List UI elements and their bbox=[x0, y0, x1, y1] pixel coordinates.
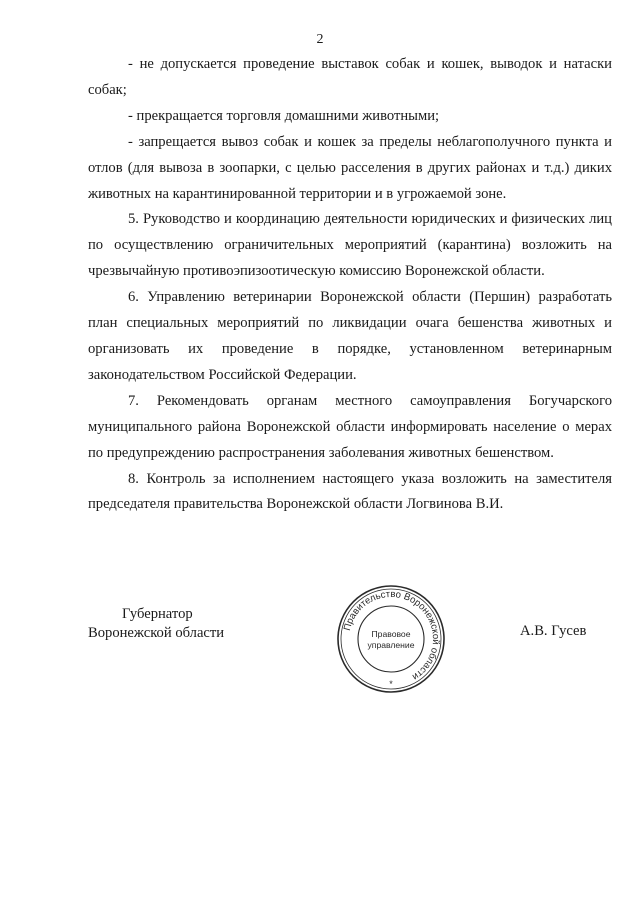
signer-title-line2: Воронежской области bbox=[88, 625, 225, 641]
page-number: 2 bbox=[316, 32, 324, 47]
paragraph-item-6: 6. Управлению ветеринарии Воронежской области (Першин) разработать план специальных мероприятий по ликвидации очага бешенства животных и организовать их проведение в порядке, установленном ветеринарным законодательством Российской Федерации. bbox=[88, 289, 612, 383]
signer-name: А.В. Гусев bbox=[520, 623, 587, 639]
stamp-ring-textpath: Правительство Воронежской области bbox=[341, 588, 442, 683]
stamp-center-line1: Правовое bbox=[371, 629, 411, 639]
paragraph-no-pet-trade: - прекращается торговля домашними животными; bbox=[128, 107, 440, 124]
decree-body bbox=[88, 52, 612, 518]
paragraph-item-8: 8. Контроль за исполнением настоящего указа возложить на заместителя председателя правительства Воронежской области Логвинова В.И. bbox=[88, 470, 612, 513]
stamp-star-mark: * bbox=[389, 679, 393, 689]
stamp-center-line2: управление bbox=[367, 640, 415, 650]
paragraph-item-5: 5. Руководство и координацию деятельности юридических и физических лиц по осуществлению ограничительных мероприятий (карантина) возложить на чрезвычайную противоэпизоотическую комиссию Воронежской области. bbox=[88, 211, 612, 280]
paragraph-item-7: 7. Рекомендовать органам местного самоуправления Богучарского муниципального района Воронежской области информировать население о мерах по предупреждению распространения заболевания животных бешенством. bbox=[88, 392, 612, 461]
signer-title-line1: Губернатор bbox=[122, 606, 193, 622]
signer-title bbox=[88, 605, 224, 643]
paragraph-no-export: - запрещается вывоз собак и кошек за пределы неблагополучного пункта и отлов (для вывоза в зоопарки, с целью расселения в других районах и т.д.) диких животных на карантинированной территории и в угрожаемой зоне. bbox=[88, 133, 612, 202]
paragraph-no-exhibitions: - не допускается проведение выставок собак и кошек, выводок и натаски собак; bbox=[88, 56, 612, 98]
official-stamp bbox=[335, 583, 447, 695]
